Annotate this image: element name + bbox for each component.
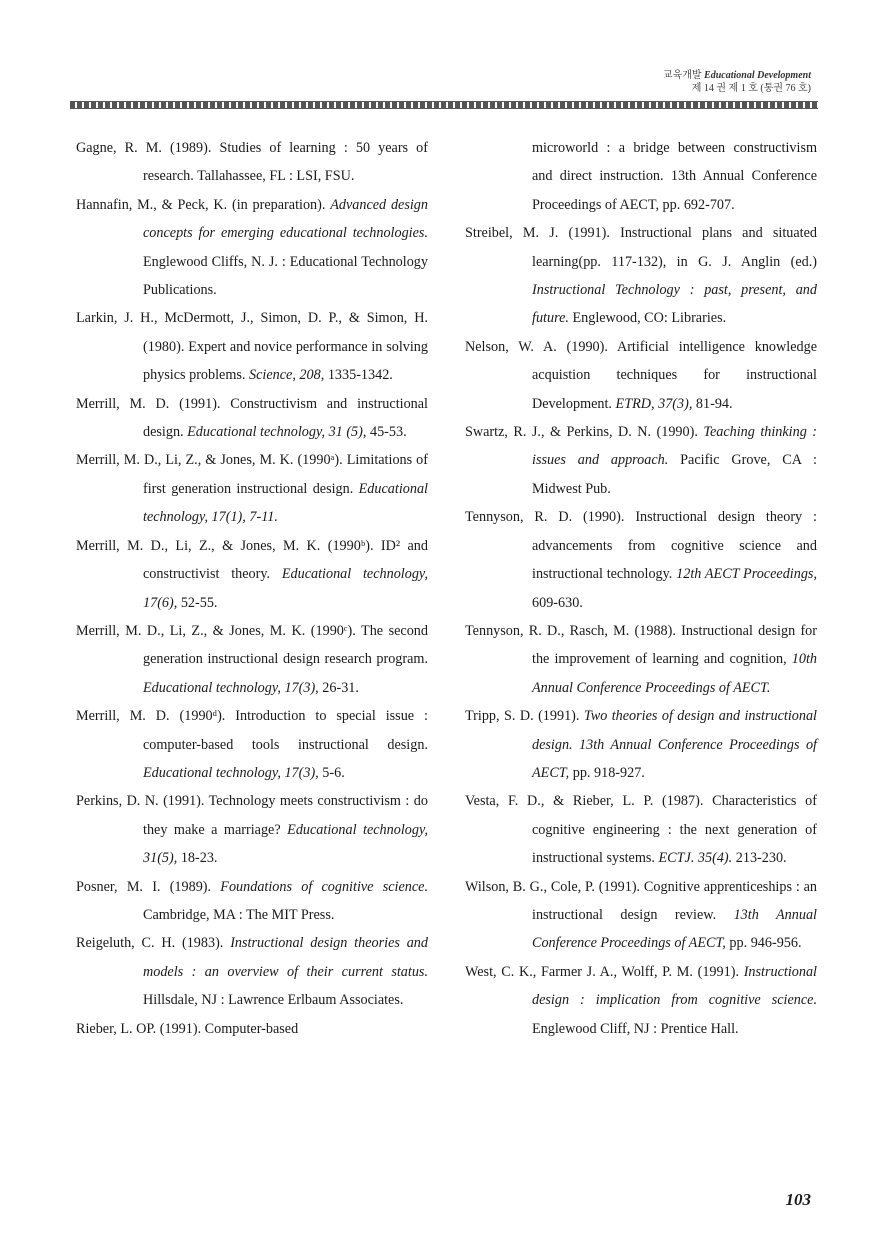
reference-text-segment: Swartz, R. J., & Perkins, D. N. (1990).	[465, 424, 704, 441]
header-decorative-rule	[70, 101, 818, 109]
reference-entry	[76, 532, 428, 617]
reference-text-segment: Hannafin, M., & Peck, K. (in preparation).	[76, 196, 331, 213]
reference-entry	[465, 702, 817, 787]
reference-text-segment: Englewood, CO: Libraries.	[568, 310, 727, 327]
reference-italic-segment: 10th Annual Conference Proceedings of AECT.	[532, 651, 817, 696]
reference-text-segment: Merrill, M. D. (1991). Constructivism and instructional design.	[76, 395, 428, 441]
reference-text-segment: Cambridge, MA : The MIT Press.	[143, 906, 335, 923]
reference-italic-segment: Educational technology, 31(5),	[143, 821, 429, 867]
reference-italic-segment: Instructional design : implication from cognitive science.	[532, 963, 817, 1009]
reference-entry	[76, 191, 428, 305]
reference-entry	[465, 958, 817, 1043]
reference-entry	[76, 446, 428, 531]
reference-entry	[76, 929, 428, 1014]
reference-text-segment: Englewood Cliffs, N. J. : Educational Technology Publications.	[143, 253, 428, 299]
reference-text-segment: Merrill, M. D., Li, Z., & Jones, M. K. (1990ᵇ). ID² and constructivist theory.	[76, 537, 428, 583]
reference-text-segment: 5-6.	[318, 764, 345, 781]
reference-entry	[76, 134, 428, 191]
reference-text-segment: Tennyson, R. D. (1990). Instructional design theory : advancements from cognitive science and instructional technology.	[465, 509, 817, 583]
reference-text-segment: Nelson, W. A. (1990). Artificial intelligence knowledge acquistion techniques for instructional Development.	[465, 338, 817, 412]
reference-italic-segment: ECTJ. 35(4).	[658, 850, 733, 867]
reference-text-segment: West, C. K., Farmer J. A., Wolff, P. M. (1991).	[465, 963, 744, 980]
reference-entry	[465, 873, 817, 958]
reference-italic-segment: Teaching thinking : issues and approach.	[532, 424, 817, 469]
reference-text-segment: Merrill, M. D., Li, Z., & Jones, M. K. (1990ᵃ). Limitations of first generation instructional design.	[76, 452, 428, 497]
reference-text-segment: 18-23.	[177, 850, 218, 867]
volume-issue: 제 14 권 제 1 호 (통권 76 호)	[691, 83, 811, 94]
journal-title-line	[663, 69, 811, 82]
reference-text-segment: 26-31.	[318, 679, 359, 696]
reference-entry	[76, 1015, 428, 1043]
reference-text-segment: Posner, M. I. (1989).	[76, 878, 221, 895]
reference-text-segment: 609-630.	[532, 594, 583, 611]
reference-entry	[465, 333, 817, 418]
reference-entry	[465, 134, 817, 219]
reference-text-segment: Englewood Cliff, NJ : Prentice Hall.	[532, 1020, 739, 1037]
reference-italic-segment: ETRD, 37(3),	[615, 395, 693, 412]
reference-text-segment: Reigeluth, C. H. (1983).	[76, 935, 231, 952]
reference-italic-segment: Educational technology, 17(1), 7-11.	[143, 480, 428, 526]
reference-text-segment: Hillsdale, NJ : Lawrence Erlbaum Associates.	[143, 992, 404, 1009]
journal-title-korean: 교육개발	[662, 70, 702, 81]
reference-text-segment: microworld : a bridge between constructivism and direct instruction. 13th Annual Conference Proceedings of AECT, pp. 692-707.	[532, 140, 817, 213]
reference-text-segment: Rieber, L. OP. (1991). Computer-based	[76, 1020, 299, 1037]
reference-text-segment: 45-53.	[366, 424, 407, 441]
reference-text-segment: 81-94.	[692, 395, 733, 412]
reference-text-segment: Wilson, B. G., Cole, P. (1991). Cognitive apprenticeships : an instructional design review.	[465, 878, 817, 923]
reference-italic-segment: Educational technology, 17(3),	[143, 764, 319, 781]
reference-entry	[76, 787, 428, 872]
reference-italic-segment: Educational technology, 17(6),	[143, 566, 428, 611]
reference-text-segment: 1335-1342.	[324, 367, 393, 384]
reference-italic-segment: Advanced design concepts for emerging educational technologies.	[143, 196, 428, 242]
reference-italic-segment: 13th Annual Conference Proceedings of AECT,	[532, 906, 817, 952]
reference-text-segment: Pacific Grove, CA : Midwest Pub.	[532, 452, 817, 497]
reference-entry	[465, 418, 817, 503]
reference-entry	[465, 787, 817, 872]
reference-entry	[76, 617, 428, 702]
reference-text-segment: Tennyson, R. D., Rasch, M. (1988). Instructional design for the improvement of learning and cognition,	[465, 622, 817, 668]
reference-text-segment: Larkin, J. H., McDermott, J., Simon, D. P., & Simon, H. (1980). Expert and novice performance in solving physics problems.	[76, 310, 428, 384]
reference-entry	[76, 702, 428, 787]
reference-entry	[76, 304, 428, 389]
journal-title-english: Educational Development	[704, 70, 811, 81]
reference-text-segment: Gagne, R. M. (1989). Studies of learning : 50 years of research. Tallahassee, FL : LSI, FSU.	[76, 140, 428, 185]
references-left-column	[76, 134, 428, 1043]
reference-italic-segment: Instructional Technology : past, present, and future.	[532, 282, 817, 327]
reference-text-segment: Merrill, M. D., Li, Z., & Jones, M. K. (1990ᶜ). The second generation instructional design research program.	[76, 622, 428, 668]
running-header	[663, 69, 811, 95]
reference-entry	[465, 219, 817, 333]
reference-text-segment: 213-230.	[732, 850, 787, 867]
reference-italic-segment: Educational technology, 17(3),	[143, 679, 319, 696]
page-number: 103	[785, 1190, 811, 1209]
reference-text-segment: 52-55.	[177, 594, 218, 611]
reference-text-segment: pp. 946-956.	[725, 935, 802, 952]
reference-entry	[465, 617, 817, 702]
reference-italic-segment: Instructional design theories and models : an overview of their current status.	[143, 935, 428, 980]
reference-italic-segment: Foundations of cognitive science.	[220, 878, 428, 895]
reference-entry	[76, 390, 428, 447]
references-right-column	[465, 134, 817, 1043]
reference-italic-segment: Two theories of design and instructional design. 13th Annual Conference Proceedings of AECT,	[532, 708, 818, 781]
reference-italic-segment: Science, 208,	[249, 367, 325, 384]
reference-text-segment: Vesta, F. D., & Rieber, L. P. (1987). Characteristics of cognitive engineering : the next generation of instructional systems.	[465, 793, 817, 867]
reference-entry	[76, 873, 428, 930]
reference-entry	[465, 503, 817, 617]
reference-text-segment: pp. 918-927.	[569, 764, 645, 781]
reference-text-segment: Merrill, M. D. (1990ᵈ). Introduction to special issue : computer-based tools instructional design.	[76, 708, 428, 753]
reference-text-segment: Perkins, D. N. (1991). Technology meets constructivism : do they make a marriage?	[76, 793, 428, 838]
reference-text-segment: Tripp, S. D. (1991).	[465, 708, 584, 725]
reference-text-segment: Streibel, M. J. (1991). Instructional plans and situated learning(pp. 117-132), in G. J. Anglin (ed.)	[465, 225, 817, 270]
reference-italic-segment: 12th AECT Proceedings,	[676, 566, 817, 583]
reference-italic-segment: Educational technology, 31 (5),	[187, 424, 367, 441]
